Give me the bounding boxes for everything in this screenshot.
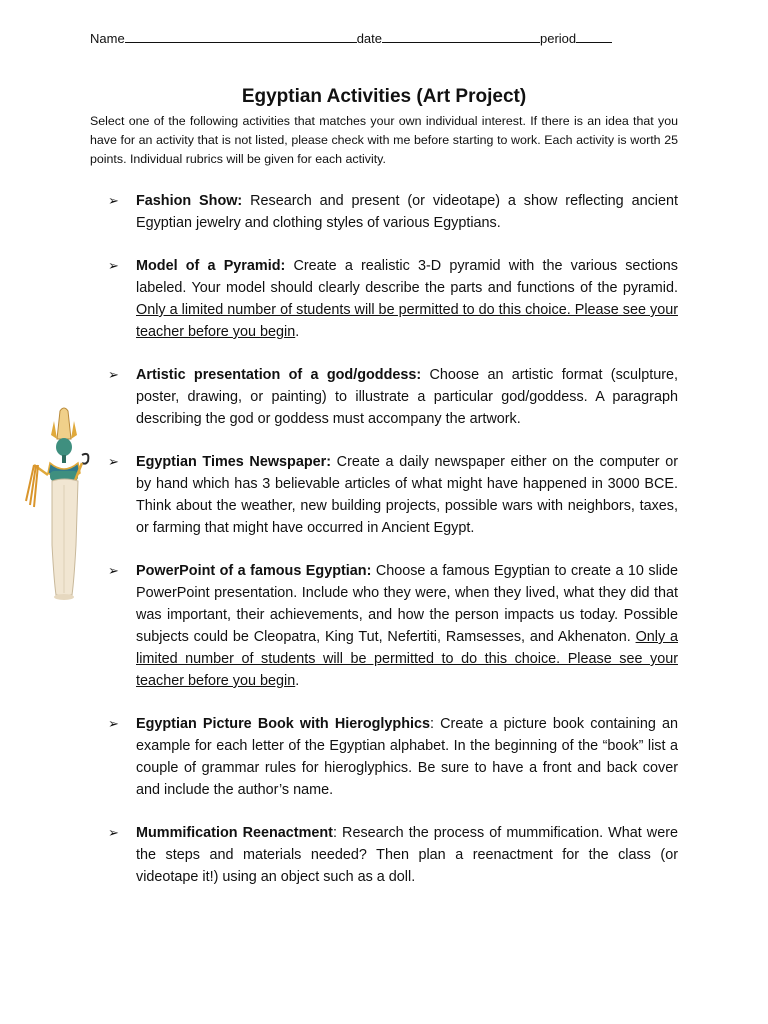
- intro-paragraph: Select one of the following activities that matches your own individual interest. If there is an idea that you have for an activity that is not listed, please check with me before starting to work. Each activity is worth 25 points. Individual rubrics will be given for each activity.: [90, 114, 678, 166]
- activity-item: [108, 364, 678, 430]
- date-blank[interactable]: [382, 30, 540, 43]
- arrow-bullet-icon: ➢: [108, 716, 119, 731]
- activity-name: Model of a Pyramid:: [136, 258, 286, 274]
- activity-description: Research and present (or videotape) a show reflecting ancient Egyptian jewelry and clothing styles of various Egyptians.: [136, 193, 678, 231]
- activity-description: Choose an artistic format (sculpture, poster, drawing, or painting) to illustrate a particular god/goddess. A paragraph describing the god or goddess must accompany the artwork.: [136, 367, 678, 427]
- arrow-bullet-icon: ➢: [108, 367, 119, 382]
- arrow-bullet-icon: ➢: [108, 193, 119, 208]
- name-blank[interactable]: [125, 30, 357, 43]
- student-info-line: [90, 30, 690, 46]
- activity-end-punctuation: .: [295, 324, 300, 340]
- activity-description: Choose a famous Egyptian to create a 10 slide PowerPoint presentation. Include who they were, when they lived, what they did that was important, their achievements, and how the person impacts us today. Possible subjects could be Cleopatra, King Tut, Nefertiti, Ramsesses, and Akhenaton.: [136, 563, 678, 645]
- activity-description: Create a daily newspaper either on the computer or by hand which has 3 believable articles of what might have happened in 3000 BCE. Think about the weather, new building projects, possible wars with neighbors, taxes, or farming that might have occurred in Ancient Egypt.: [136, 454, 679, 536]
- arrow-bullet-icon: ➢: [108, 258, 119, 273]
- activity-item: [108, 560, 678, 692]
- arrow-bullet-icon: ➢: [108, 454, 119, 469]
- activity-description: : Create a picture book containing an example for each letter of the Egyptian alphabet. In the beginning of the “book” list a couple of grammar rules for hieroglyphics. Be sure to have a front and back cover and include the author’s name.: [136, 716, 678, 798]
- activity-limit-note: Only a limited number of students will be permitted to do this choice. Please see your teacher before you begin: [136, 629, 678, 689]
- activity-item: [108, 822, 678, 888]
- name-label: Name: [90, 31, 125, 46]
- period-label: period: [540, 31, 577, 46]
- activity-item: [108, 713, 678, 801]
- activity-description: : Research the process of mummification. What were the steps and materials needed? Then plan a reenactment for the class (or videotape it!) using an object such as a doll.: [136, 825, 678, 885]
- activity-name: Mummification Reenactment: [136, 825, 333, 841]
- activity-name: Artistic presentation of a god/goddess:: [136, 367, 422, 383]
- date-label: date: [356, 31, 382, 46]
- arrow-bullet-icon: ➢: [108, 825, 119, 840]
- activity-limit-note: Only a limited number of students will be permitted to do this choice. Please see your teacher before you begin: [136, 302, 678, 340]
- osiris-figure-icon: [24, 405, 110, 601]
- activity-name: PowerPoint of a famous Egyptian:: [136, 563, 372, 579]
- activity-name: Egyptian Times Newspaper:: [136, 454, 332, 470]
- arrow-bullet-icon: ➢: [108, 563, 119, 578]
- activity-name: Egyptian Picture Book with Hieroglyphics: [136, 716, 430, 732]
- activity-item: [108, 190, 678, 234]
- activity-description: Create a realistic 3-D pyramid with the various sections labeled. Your model should clearly describe the parts and functions of the pyramid.: [136, 258, 679, 296]
- activity-end-punctuation: .: [295, 673, 300, 689]
- period-blank[interactable]: [576, 30, 612, 43]
- activity-item: [108, 255, 678, 343]
- activity-name: Fashion Show:: [136, 193, 243, 209]
- activity-list: [108, 190, 678, 888]
- activity-item: [108, 451, 678, 539]
- page-title: Egyptian Activities (Art Project): [241, 86, 527, 107]
